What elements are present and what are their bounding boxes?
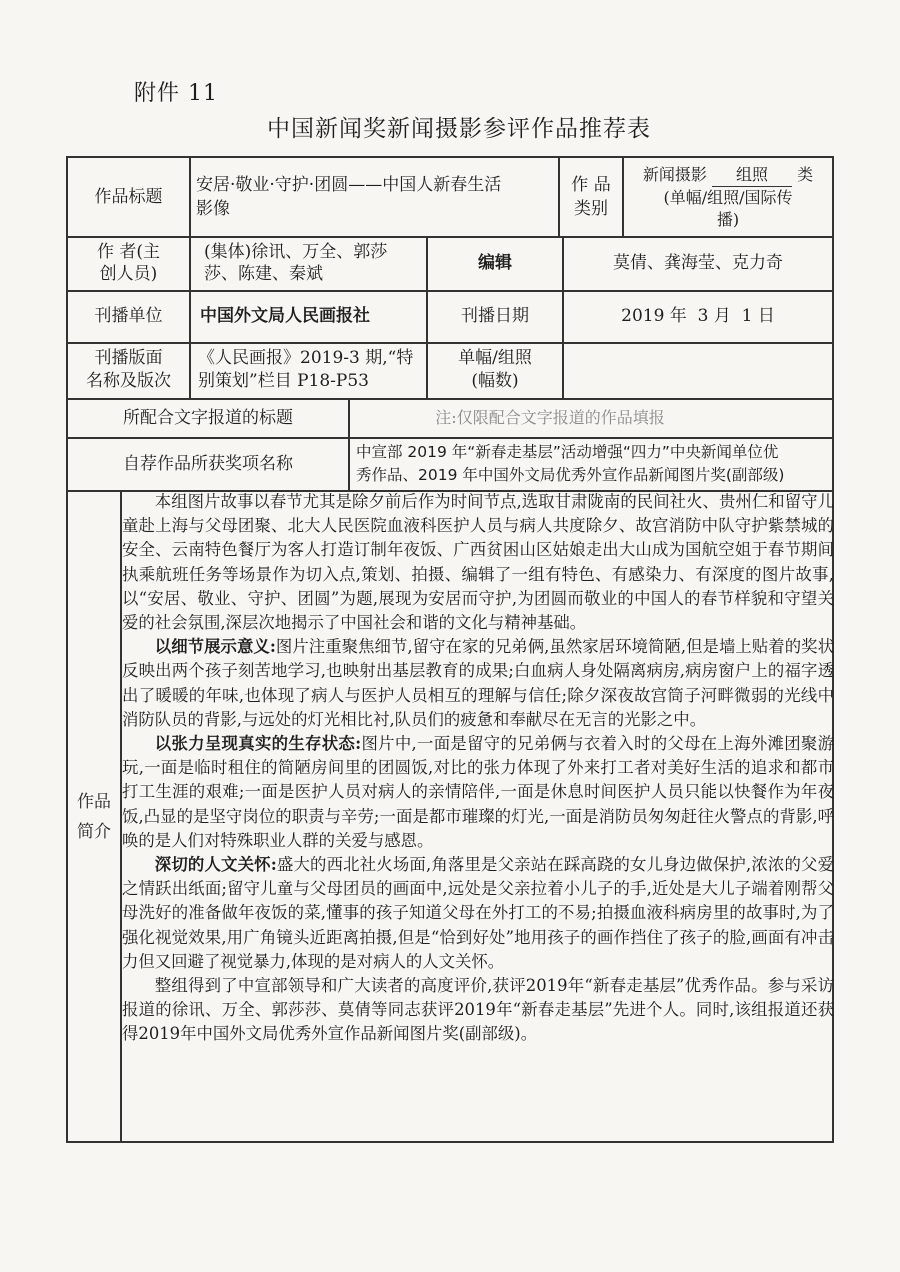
count-label-line2: (幅数): [471, 371, 519, 391]
date-value-cell: [564, 290, 832, 342]
publisher-label-cell: [68, 290, 189, 342]
intro-label-line2: 简介: [77, 821, 111, 842]
intro-label-line1: 作品: [77, 791, 111, 812]
title-value-line2: 影像: [196, 199, 230, 219]
column-divider: [189, 158, 191, 398]
category-suffix: 类: [797, 164, 814, 184]
intro-paragraph-3-body: 图片中,一面是留守的兄弟俩与衣着入时的父母在上海外滩团聚游玩,一面是临时租住的简陋房间里的团圆饭,对比的张力体现了外来打工者对美好生活的追求和都市打工生涯的艰难;一面是医护人员对病人的亲情陪伴,一面是休息时间医护人员只能以快餐作为年夜饭,凸显的是坚守岗位的职责与辛劳;一面是都市璀璨的灯光,一面是消防员匆匆赶往火警点的背影,呼唤的是人们对特殊职业人群的关爱与感恩。: [122, 734, 834, 850]
author-label-cell: [68, 236, 189, 290]
title-label: 作品标题: [94, 187, 163, 207]
category-label-line1: 作 品: [571, 175, 611, 195]
title-value-line1: 安居·敬业·守护·团圆——中国人新春生活: [196, 175, 502, 195]
publisher-value-cell: [200, 290, 426, 342]
editor-label-cell: [428, 236, 562, 290]
category-fill: 组照: [712, 164, 792, 187]
category-value-line: [643, 164, 813, 187]
award-value-line1: 中宣部 2019 年“新春走基层”活动增强“四力”中央新闻单位优: [356, 442, 779, 461]
award-label-cell: [68, 437, 348, 490]
intro-paragraph-2-body: 图片注重聚焦细节,留守在家的兄弟俩,虽然家居环境简陋,但是墙上贴着的奖状反映出两个孩子刻苦地学习,也映射出基层教育的成果;白血病人身处隔离病房,病房窗户上的福字透出了暖暖的年味,也体现了病人与医护人员相互的理解与信任;除夕深夜故宫筒子河畔微弱的光线中消防队员的背影,与远处的灯光相比衬,队员们的疲惫和奉献尽在无言的光影之中。: [122, 637, 834, 729]
intro-paragraph-2: [122, 635, 834, 732]
intro-text: [122, 490, 834, 1047]
category-label-cell: [560, 158, 622, 236]
author-value-line2: 莎、陈建、秦斌: [204, 264, 323, 284]
layout-label-cell: [68, 342, 189, 398]
report-title-label: 所配合文字报道的标题: [123, 407, 293, 428]
layout-value-cell: [198, 342, 426, 398]
intro-paragraph-3: [122, 732, 834, 853]
count-value-cell: [564, 342, 832, 398]
category-value-cell: [624, 158, 832, 236]
category-prefix: 新闻摄影: [642, 164, 707, 184]
intro-paragraph-4-lead: 深切的人文关怀:: [154, 855, 277, 875]
date-label: 刊播日期: [461, 306, 529, 326]
award-value-cell: [356, 437, 832, 490]
author-value-cell: [204, 236, 426, 290]
author-label-line2: 创人员): [99, 264, 158, 284]
layout-label-line2: 名称及版次: [86, 371, 171, 391]
author-value-line1: (集体)徐讯、万全、郭莎: [204, 242, 388, 262]
intro-paragraph-2-lead: 以细节展示意义:: [154, 637, 276, 657]
report-title-note: 注:仅限配合文字报道的作品填报: [435, 407, 665, 427]
award-value-line2: 秀作品、2019 年中国外文局优秀外宣作品新闻图片奖(副部级): [356, 465, 785, 484]
intro-paragraph-4-body: 盛大的西北社火场面,角落里是父亲站在踩高跷的女儿身边做保护,浓浓的父爱之情跃出纸面;留守儿童与父母团员的画面中,远处是父亲拉着小儿子的手,近处是大儿子端着刚帮父母洗好的准备做年夜饭的菜,懂事的孩子知道父母在外打工的不易;拍摄血液科病房里的故事时,为了强化视觉效果,用广角镜头近距离拍摄,但是“恰到好处”地用孩子的画作挡住了孩子的脸,画面有冲击力但又回避了视觉暴力,体现的是对病人的人文关怀。: [122, 855, 834, 971]
intro-paragraph-1: 本组图片故事以春节尤其是除夕前后作为时间节点,选取甘肃陇南的民间社火、贵州仁和留守儿童赴上海与父母团聚、北大人民医院血液科医护人员与病人共度除夕、故宫消防中队守护紫禁城的安全、云南特色餐厅为客人打造订制年夜饭、广西贫困山区姑娘走出大山成为国航空姐于春节期间执乘航班任务等场景作为切入点,策划、拍摄、编辑了一组有特色、有感染力、有深度的图片故事,以“安居、敬业、守护、团圆”为题,展现为安居而守护,为团圆而敬业的中国人的春节样貌和守望关爱的社会氛围,深层次地揭示了中国社会和谐的文化与精神基础。: [122, 492, 834, 633]
category-label-line2: 类别: [574, 199, 608, 219]
report-title-note-cell: [350, 398, 750, 437]
layout-value-line1: 《人民画报》2019-3 期,“特: [198, 348, 414, 368]
publisher-label: 刊播单位: [94, 306, 163, 326]
publisher-value: 中国外文局人民画报社: [200, 306, 370, 326]
intro-paragraph-4: [122, 853, 834, 974]
author-label-line1: 作 者(主: [96, 242, 161, 262]
editor-value-cell: [564, 236, 832, 290]
intro-paragraph-3-lead: 以张力呈现真实的生存状态:: [154, 734, 362, 754]
editor-label: 编辑: [478, 253, 512, 273]
category-options-line2: 播): [716, 209, 740, 229]
attachment-label: 附件 11: [134, 81, 218, 106]
count-label-line1: 单幅/组照: [458, 348, 532, 368]
document-title: 中国新闻奖新闻摄影参评作品推荐表: [267, 116, 651, 142]
recommendation-form: [66, 156, 834, 1143]
award-label: 自荐作品所获奖项名称: [123, 453, 293, 474]
date-label-cell: [428, 290, 562, 342]
category-options-line1: (单幅/组照/国际传: [663, 187, 793, 207]
intro-label-cell: [68, 490, 120, 1143]
report-title-label-cell: [68, 398, 348, 437]
date-value: 2019 年 3 月 1 日: [621, 306, 775, 326]
intro-paragraph-5: 整组得到了中宣部领导和广大读者的高度评价,获评2019年“新春走基层”优秀作品。参与采访报道的徐讯、万全、郭莎莎、莫倩等同志获评2019年“新春走基层”先进个人。同时,该组报道还获得2019年中国外文局优秀外宣作品新闻图片奖(副部级)。: [122, 976, 834, 1044]
layout-label-line1: 刊播版面: [94, 348, 163, 368]
title-value-cell: [196, 158, 556, 236]
editor-value: 莫倩、龚海莹、克力奇: [613, 253, 783, 273]
count-label-cell: [428, 342, 562, 398]
layout-value-line2: 别策划”栏目 P18-P53: [198, 371, 369, 391]
column-divider: [348, 437, 350, 490]
title-label-cell: [68, 158, 189, 236]
